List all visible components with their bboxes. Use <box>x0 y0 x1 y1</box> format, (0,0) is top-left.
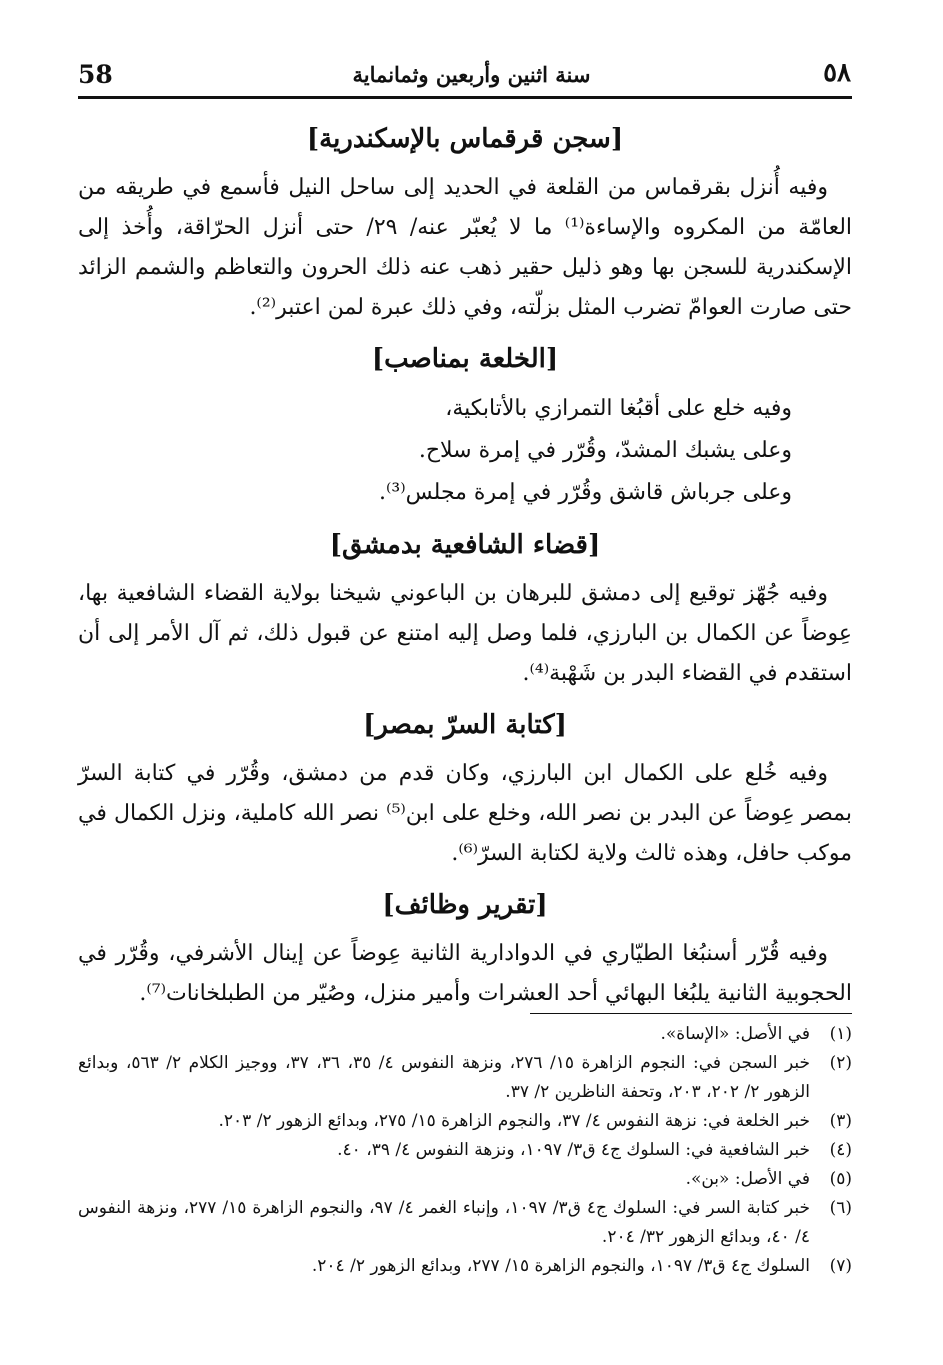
footnote-number: (٧) <box>829 1256 852 1276</box>
section-heading: [الخلعة بمناصب] <box>371 344 559 374</box>
running-header-title: سنة اثنين وأربعين وثمانماية <box>352 62 591 87</box>
footnotes <box>78 1020 852 1281</box>
section-paragraph: وفيه قُرّر أسنبُغا الطيّاري في الدوادارية الثانية عِوضاً عن إينال الأشرفي، وقُرّر في الحجوبية الثانية يلبُغا البهائي أحد العشرات وأمير منزل، وصُيّر من الطبلخانات⁽⁷⁾. <box>78 941 852 1006</box>
section-heading: [سجن قرقماس بالإسكندرية] <box>306 124 624 154</box>
section-paragraph: وفيه خُلع على الكمال ابن البارزي، وكان قدم من دمشق، وقُرّر في كتابة السرّ بمصر عِوضاً عن البدر بن نصر الله، وخلع على ابن⁽⁵⁾ نصر الله كاملية، ونزل الكمال في موكب حافل، وهذه ثالث ولاية لكتابة السرّ⁽⁶⁾. <box>78 761 852 866</box>
footnote-text: في الأصل: «الإساة». <box>660 1024 810 1044</box>
section-heading: [تقرير وظائف] <box>382 890 548 920</box>
footnote <box>78 1020 852 1049</box>
footnote <box>78 1136 852 1165</box>
footnote-number: (٤) <box>829 1140 852 1160</box>
footnote-number: (٢) <box>829 1053 852 1073</box>
appointment-line: وعلى يشبك المشدّ، وقُرّر في إمرة سلاح. <box>418 438 792 463</box>
footnote-number: (١) <box>829 1024 852 1044</box>
section-appointments <box>78 878 852 1014</box>
section-secretariat <box>78 698 852 874</box>
footnote <box>78 1107 852 1136</box>
footnote <box>78 1194 852 1252</box>
appointment-line: وعلى جرباش قاشق وقُرّر في إمرة مجلس⁽³⁾. <box>378 480 792 505</box>
main-text <box>78 108 852 1014</box>
section-robes-of-honor <box>78 332 852 514</box>
footnote-number: (٣) <box>829 1111 852 1131</box>
footnote <box>78 1049 852 1107</box>
section-paragraph: وفيه أُنزل بقرقماس من القلعة في الحديد إلى ساحل النيل فأسمع في طريقه من العامّة من المكروه والإساءة⁽¹⁾ ما لا يُعبّر عنه/ ٢٩/ حتى أنزل الحرّاقة، وأُخذ إلى الإسكندرية للسجن بها وهو ذليل حقير ذهب عنه ذلك الحرون والتعاظم والشمم الزائد حتى صارت العوامّ تضرب المثل بزلّته، وفي ذلك عبرة لمن اعتبر⁽²⁾. <box>78 175 853 320</box>
footnote-text: خبر كتابة السر في: السلوك ج٤ ق٣/ ١٠٩٧، وإنباء الغمر ٤/ ٩٧، والنجوم الزاهرة ١٥/ ٢٧٧، ونزهة النفوس ٤/ ٤٠، وبدائع الزهور ٣٢/ ٢٠٤. <box>78 1198 811 1247</box>
footnote-rule <box>530 1013 852 1014</box>
footnote-text: خبر الخلعة في: نزهة النفوس ٤/ ٣٧، والنجوم الزاهرة ١٥/ ٢٧٥، وبدائع الزهور ٢/ ٢٠٣. <box>218 1111 810 1131</box>
footnote-text: خبر الشافعية في: السلوك ج٤ ق٣/ ١٠٩٧، ونزهة النفوس ٤/ ٣٩، ٤٠. <box>337 1140 810 1160</box>
section-qurqumas-prison <box>78 112 852 328</box>
section-heading: [كتابة السرّ بمصر] <box>363 710 567 740</box>
page-number-arabic: ٥٨ <box>823 58 851 88</box>
page-number-latin: 58 <box>78 60 113 89</box>
footnote <box>78 1165 852 1194</box>
footnote <box>78 1252 852 1281</box>
footnote-text: خبر السجن في: النجوم الزاهرة ١٥/ ٢٧٦، ونزهة النفوس ٤/ ٣٥، ٣٦، ٣٧، ووجيز الكلام ٢/ ٥٦٣، وبدائع الزهور ٢/ ٢٠٢، ٢٠٣، وتحفة الناظرين ٢/ ٣٧. <box>78 1053 811 1102</box>
section-heading: [قضاء الشافعية بدمشق] <box>329 530 601 560</box>
section-paragraph: وفيه جُهّز توقيع إلى دمشق للبرهان بن الباعوني شيخنا بولاية القضاء الشافعية بها، عِوضاً عن الكمال بن البارزي، فلما وصل إليه امتنع عن قبول ذلك، ثم آل الأمر إلى أن استقدم في القضاء البدر بن شَهْبة⁽⁴⁾. <box>78 581 852 686</box>
section-shafii-judgeship <box>78 518 852 694</box>
appointment-line: وفيه خلع على أقبُغا التمرازي بالأتابكية، <box>445 396 792 421</box>
footnote-text: السلوك ج٤ ق٣/ ١٠٩٧، والنجوم الزاهرة ١٥/ ٢٧٧، وبدائع الزهور ٢/ ٢٠٤. <box>311 1256 810 1276</box>
header-rule <box>78 96 852 99</box>
footnote-number: (٥) <box>829 1169 852 1189</box>
footnote-text: في الأصل: «بن». <box>685 1169 810 1189</box>
footnote-number: (٦) <box>829 1198 852 1218</box>
